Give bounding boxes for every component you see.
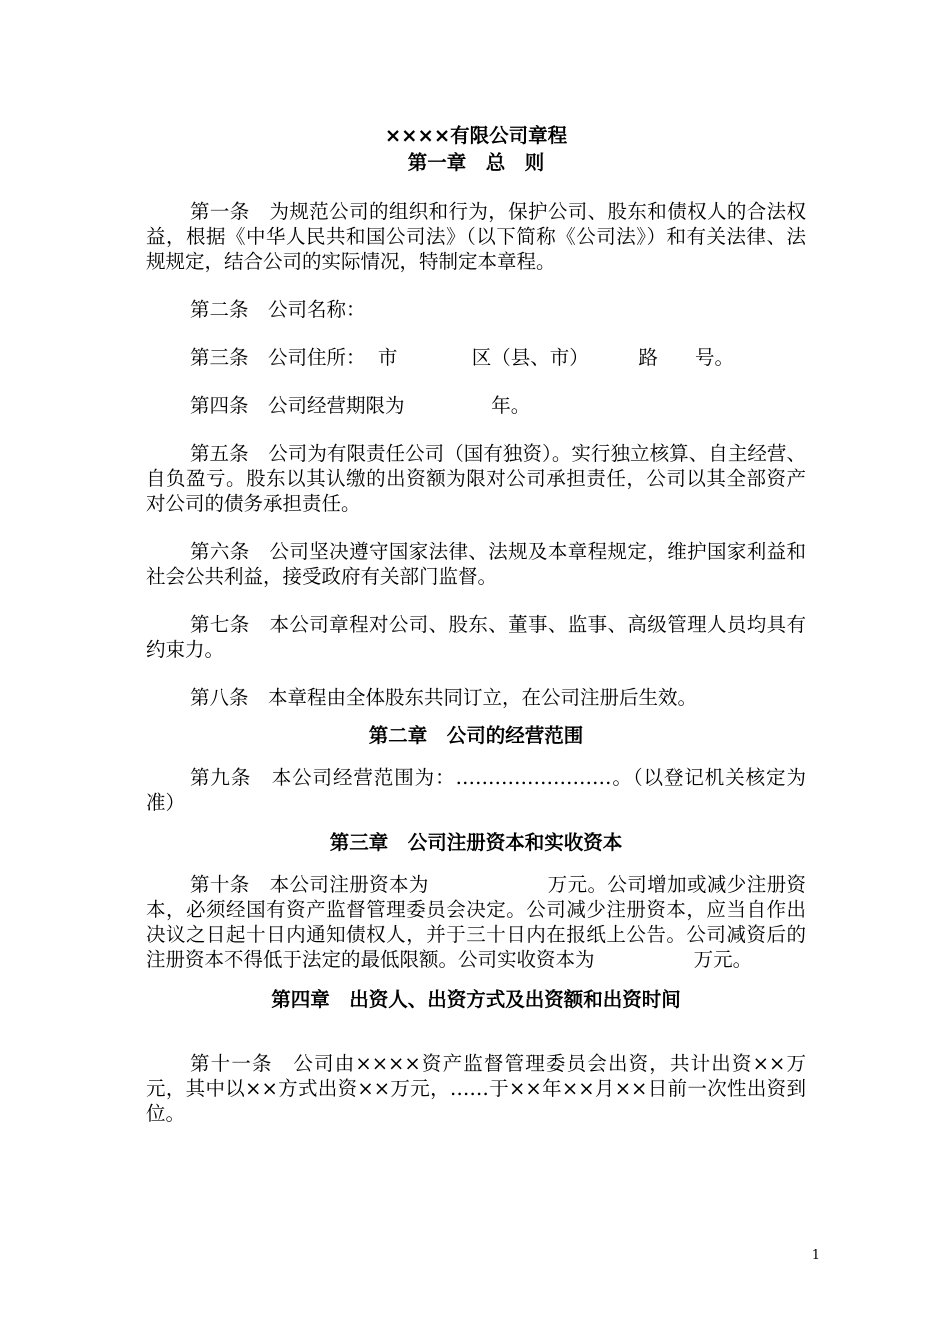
chapter-heading-4: 第四章 出资人、出资方式及出资额和出资时间 [271, 988, 681, 1011]
article-4: 第四条 公司经营期限为 年。 [190, 394, 531, 417]
article-1: 第一条 为规范公司的组织和行为，保护公司、股东和债权人的合法权益，根据《中华人民共和国公司法》（以下简称《公司法》）和有关法律、法规规定，结合公司的实际情况，特制定本章程。 [146, 200, 806, 273]
title-block [146, 122, 806, 176]
chapter-heading-3: 第三章 公司注册资本和实收资本 [329, 831, 623, 854]
document-title: ××××有限公司章程 [384, 124, 568, 147]
article-8: 第八条 本章程由全体股东共同订立，在公司注册后生效。 [190, 686, 698, 709]
article-7: 第七条 本公司章程对公司、股东、董事、监事、高级管理人员均具有约束力。 [146, 613, 806, 661]
article-10: 第十条 本公司注册资本为 万元。公司增加或减少注册资本，必须经国有资产监督管理委员会决定。公司减少注册资本，应当自作出决议之日起十日内通知债权人，并于三十日内在报纸上公告。公司减资后的注册资本不得低于法定的最低限额。公司实收资本为 万元。 [146, 873, 806, 971]
page-number: 1 [811, 1248, 820, 1263]
document-body [146, 122, 806, 1149]
article-5: 第五条 公司为有限责任公司（国有独资）。实行独立核算、自主经营、自负盈亏。股东以其认缴的出资额为限对公司承担责任，公司以其全部资产对公司的债务承担责任。 [146, 442, 806, 515]
chapter-heading-1: 第一章 总 则 [407, 151, 545, 174]
article-11: 第十一条 公司由××××资产监督管理委员会出资，共计出资××万元，其中以××方式出资××万元，……于××年××月××日前一次性出资到位。 [146, 1052, 806, 1125]
article-6: 第六条 公司坚决遵守国家法律、法规及本章程规定，维护国家利益和社会公共利益，接受政府有关部门监督。 [146, 540, 806, 588]
article-3: 第三条 公司住所： 市 区（县、市） 路 号。 [190, 346, 735, 369]
article-9: 第九条 本公司经营范围为：……………………。（以登记机关核定为准） [146, 766, 806, 814]
article-2: 第二条 公司名称： [190, 298, 366, 321]
chapter-heading-2: 第二章 公司的经营范围 [368, 724, 584, 747]
